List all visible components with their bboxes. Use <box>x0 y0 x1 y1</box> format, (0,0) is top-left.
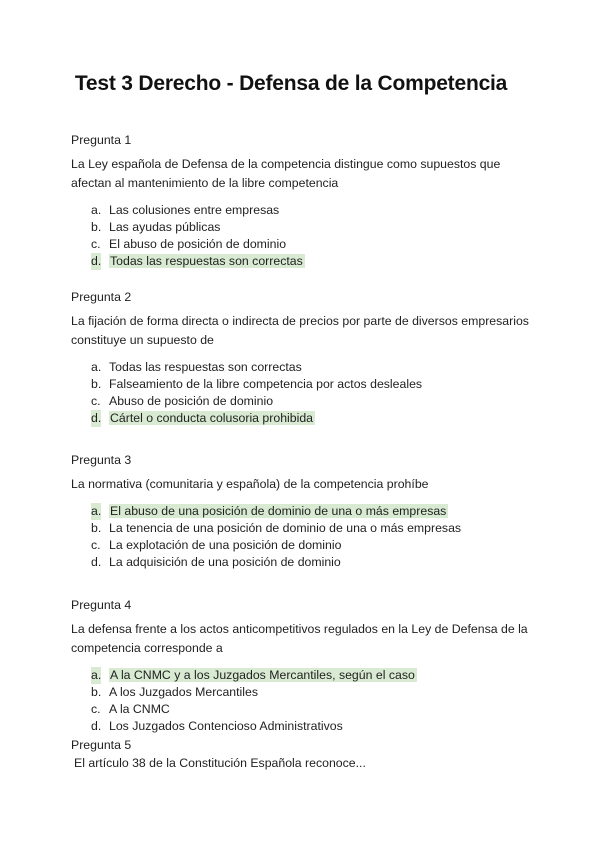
question-text: El artículo 38 de la Constitución Española reconoce... <box>74 756 366 770</box>
option-marker: a. <box>91 504 102 518</box>
question-4 <box>71 596 541 735</box>
option <box>71 359 541 376</box>
option-marker: c. <box>91 538 101 552</box>
question-text: La defensa frente a los actos anticompetitivos regulados en la Ley de Defensa de la competencia corresponde a <box>71 622 528 655</box>
option <box>71 219 541 236</box>
question-text: La normativa (comunitaria y española) de la competencia prohíbe <box>71 477 429 491</box>
option-correct <box>71 503 541 520</box>
option-marker: d. <box>91 555 102 569</box>
option-text: Las colusiones entre empresas <box>109 203 280 217</box>
option-text-highlighted: A la CNMC y a los Juzgados Mercantiles, según el caso <box>110 668 415 682</box>
option-marker: b. <box>91 685 102 699</box>
option-marker: a. <box>91 668 102 682</box>
option-marker: d. <box>91 719 102 733</box>
question-text: La fijación de forma directa o indirecta de precios por parte de diversos empresarios constituye un supuesto de <box>71 314 529 347</box>
option-correct <box>71 253 541 270</box>
option-text: Las ayudas públicas <box>109 220 221 234</box>
page-title: Test 3 Derecho - Defensa de la Competencia <box>74 72 508 95</box>
option-text: A los Juzgados Mercantiles <box>109 685 259 699</box>
question-label: Pregunta 1 <box>71 133 132 147</box>
option <box>71 718 541 735</box>
option-text: Los Juzgados Contencioso Administrativos <box>109 719 343 733</box>
option-marker: a. <box>91 203 102 217</box>
option-text: Todas las respuestas son correctas <box>109 360 302 374</box>
option-marker: c. <box>91 702 101 716</box>
question-label: Pregunta 5 <box>71 738 132 752</box>
options-list <box>71 359 541 427</box>
option-text: Abuso de posición de dominio <box>109 394 274 408</box>
option-correct <box>71 667 541 684</box>
option <box>71 537 541 554</box>
option-marker: c. <box>91 394 101 408</box>
option-marker: a. <box>91 360 102 374</box>
option-text-highlighted: El abuso de una posición de dominio de una o más empresas <box>110 504 447 518</box>
option <box>71 376 541 393</box>
option-text: La adquisición de una posición de dominio <box>109 555 341 569</box>
option-text: La tenencia de una posición de dominio de una o más empresas <box>109 521 462 535</box>
option <box>71 554 541 571</box>
option <box>71 684 541 701</box>
option <box>71 520 541 537</box>
option-text-highlighted: Todas las respuestas son correctas <box>110 254 303 268</box>
question-3 <box>71 451 541 571</box>
question-label: Pregunta 3 <box>71 453 132 467</box>
options-list <box>71 667 541 735</box>
question-2 <box>71 288 541 427</box>
options-list <box>71 503 541 571</box>
option-text: A la CNMC <box>109 702 170 716</box>
option-text: Falseamiento de la libre competencia por actos desleales <box>109 377 423 391</box>
option-marker: b. <box>91 377 102 391</box>
option <box>71 202 541 219</box>
option-marker: c. <box>91 237 101 251</box>
question-5 <box>71 736 541 773</box>
option <box>71 701 541 718</box>
options-list <box>71 202 541 270</box>
option <box>71 393 541 410</box>
question-label: Pregunta 2 <box>71 290 132 304</box>
option-marker: b. <box>91 521 102 535</box>
option-text: La explotación de una posición de dominio <box>109 538 342 552</box>
option-text-highlighted: Cártel o conducta colusoria prohibida <box>110 411 314 425</box>
option-correct <box>71 410 541 427</box>
option-marker: d. <box>91 254 102 268</box>
question-text: La Ley española de Defensa de la competencia distingue como supuestos que afectan al mantenimiento de la libre competencia <box>71 157 501 190</box>
option-marker: d. <box>91 411 102 425</box>
option-marker: b. <box>91 220 102 234</box>
question-label: Pregunta 4 <box>71 598 132 612</box>
option <box>71 236 541 253</box>
option-text: El abuso de posición de dominio <box>109 237 287 251</box>
question-1 <box>71 131 541 270</box>
